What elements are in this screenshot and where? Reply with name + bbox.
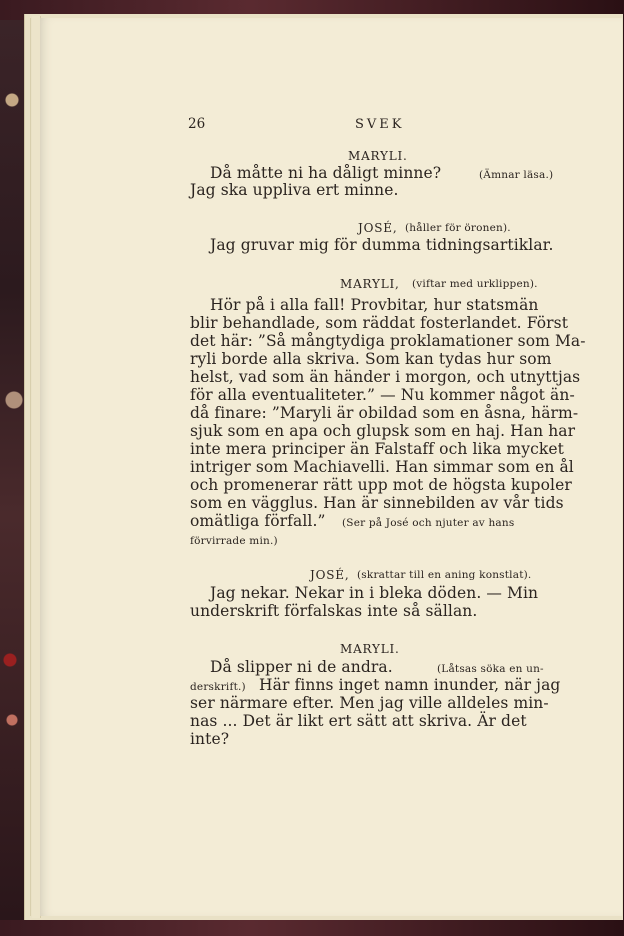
text-line: blir behandlade, som räddat fosterlandet. Först <box>190 314 569 332</box>
text-line: helst, vad som än händer i morgon, och utnyttjas <box>190 368 581 386</box>
page-number: 26 <box>188 116 206 132</box>
text-line: Jag gruvar mig för dumma tidningsartiklar. <box>210 236 554 254</box>
stage-direction: (Ser på José och njuter av hans <box>342 517 515 529</box>
speaker-jose: JOSÉ, <box>310 568 350 582</box>
text-line: inte? <box>190 730 230 748</box>
text-line: det här: ”Så mångtydiga proklamationer som Ma- <box>190 332 586 350</box>
text-line: nas ... Det är likt ert sätt att skriva. Är det <box>190 712 527 730</box>
text-line: då finare: ”Maryli är obildad som en åsna, härm- <box>190 404 579 422</box>
speaker-maryli: MARYLI. <box>348 149 408 163</box>
text-line: omätliga förfall.” <box>190 512 326 530</box>
text-line: ryli borde alla skriva. Som kan tydas hur som <box>190 350 552 368</box>
stage-direction: (Ämnar läsa.) <box>479 169 554 181</box>
text-line: sjuk som en apa och glupsk som en haj. Han har <box>190 422 576 440</box>
text-line: Då måtte ni ha dåligt minne? <box>210 164 442 182</box>
stage-direction: derskrift.) <box>190 681 246 693</box>
text-line: för alla eventualiteter.” — Nu kommer något än- <box>190 386 575 404</box>
text-line: underskrift förfalskas inte så sällan. <box>190 602 478 620</box>
stage-direction: (håller för öronen). <box>405 222 511 234</box>
text-line: ser närmare efter. Men jag ville alldeles min- <box>190 694 549 712</box>
running-title: SVEK <box>355 117 405 132</box>
text-line: Jag nekar. Nekar in i bleka döden. — Min <box>210 584 539 602</box>
text-line: Här finns inget namn inunder, när jag <box>259 676 561 694</box>
text-line: som en vägglus. Han är sinnebilden av vår tids <box>190 494 564 512</box>
stage-direction: förvirrade min.) <box>190 535 278 547</box>
text-line: och promenerar rätt upp mot de högsta kupoler <box>190 476 572 494</box>
text-line: inte mera principer än Falstaff och lika mycket <box>190 440 564 458</box>
text-line: intriger som Machiavelli. Han simmar som en ål <box>190 458 574 476</box>
text-line: Då slipper ni de andra. <box>210 658 393 676</box>
speaker-maryli: MARYLI. <box>340 642 400 656</box>
text-line: Jag ska uppliva ert minne. <box>190 181 399 199</box>
marbled-edge <box>0 20 24 920</box>
book-page <box>40 18 622 916</box>
stage-direction: (skrattar till en aning konstlat). <box>357 569 532 581</box>
stage-direction: (viftar med urklippen). <box>412 278 538 290</box>
speaker-maryli: MARYLI, <box>340 277 400 291</box>
stage-direction: (Låtsas söka en un- <box>437 663 544 675</box>
speaker-jose: JOSÉ, <box>358 221 398 235</box>
text-line: Hör på i alla fall! Provbitar, hur statsmän <box>210 296 539 314</box>
